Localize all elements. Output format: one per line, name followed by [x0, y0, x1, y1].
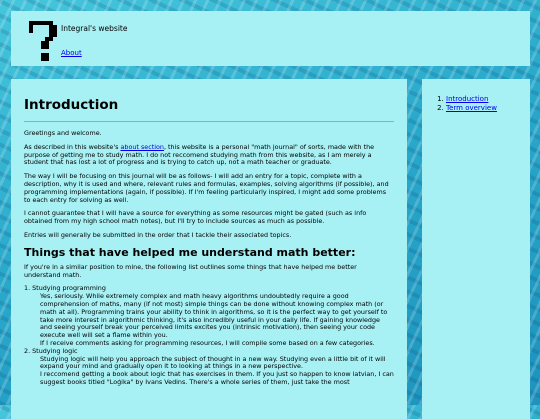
- list-item: [24, 348, 394, 387]
- toc-link-term-overview[interactable]: Term overview: [446, 103, 497, 112]
- list-item-body: Studying logic will help you approach the subject of thought in a new way. Studying even a little bit of it will expand your mind and gradually open it to looking at things in a new perspective.: [40, 354, 386, 371]
- list-item-body: Yes, seriously. While extremely complex and math heavy algorithms undoubtedly require a good comprehension of maths, many (if not most) simple things can be done without knowing complex math (or math at all). Programming trains your ability to think in algorithms, so it is the perfect way to get yourself to take more interest in algorithmic thinking, it's also incredibly useful in your daily life. If gaining knowledge and seeing yourself break your perceived limits excites you (intrinsic motivation), then seeing your code execute well will set a flame within you.: [40, 292, 388, 340]
- intro-text-start: As described in this website's: [24, 142, 121, 151]
- list-item: [24, 285, 394, 347]
- toc-link-introduction[interactable]: Introduction: [446, 95, 489, 103]
- sources-paragraph: I cannot guarantee that I will have a source for everything as some resources might be gated (such as info obtained from my high school math notes), but I'll try to include sources as much as possible.: [24, 209, 367, 226]
- site-title: Integral's website: [61, 24, 128, 33]
- toc-item-term-overview: [446, 104, 530, 113]
- section-heading: Things that have helped me understand math better:: [24, 245, 356, 259]
- table-of-contents: [422, 79, 530, 419]
- about-link[interactable]: About: [61, 49, 82, 57]
- help-list: [24, 285, 394, 386]
- intro-text-end: , this website is a personal "math journal" of sorts, made with the purpose of getting me to study math. I do not reccomend studying math from this website, as I am merely a student that has lost a lot of progress and is trying to catch up, not a math teacher or graduate.: [24, 142, 375, 167]
- title-divider: [24, 121, 394, 122]
- order-paragraph: Entries will generally be submitted in the order that I tackle their associated topics.: [24, 230, 292, 239]
- section-intro: If you're in a similar position to mine, the following list outlines some things that have helped me better understand math.: [24, 262, 357, 279]
- intro-paragraph: [24, 144, 394, 167]
- list-item-heading: 1. Studying programming: [24, 284, 106, 293]
- article-panel: [11, 79, 407, 419]
- greeting-text: Greetings and welcome.: [24, 129, 102, 137]
- toc-item-introduction: [446, 95, 530, 104]
- toc-list: [432, 95, 530, 112]
- about-section-link[interactable]: about section: [120, 142, 164, 151]
- page-title: Introduction: [24, 97, 119, 113]
- site-header: [11, 11, 530, 66]
- list-item-heading: 2. Studying logic: [24, 346, 78, 355]
- question-mark-icon: [29, 21, 57, 61]
- list-item-note: I reccomend getting a book about logic that has exercises in them. If you just so happen to know latvian, I can suggest books titled "Loģika" by Ivans Vedins. There's a whole series of them, just take the most: [40, 370, 394, 386]
- list-item-note: If I receive comments asking for programming resources, I will compile some based on a few categories.: [40, 338, 375, 347]
- method-paragraph: The way I will be focusing on this journal will be as follows- I will add an entry for a topic, complete with a description, why it is used and where, relevant rules and formulas, examples, solving algorithms (if possible), and programming implementations (again, if possible). If I'm feeling particularly inspired, I might add some problems to each entry for solving as well.: [24, 172, 389, 204]
